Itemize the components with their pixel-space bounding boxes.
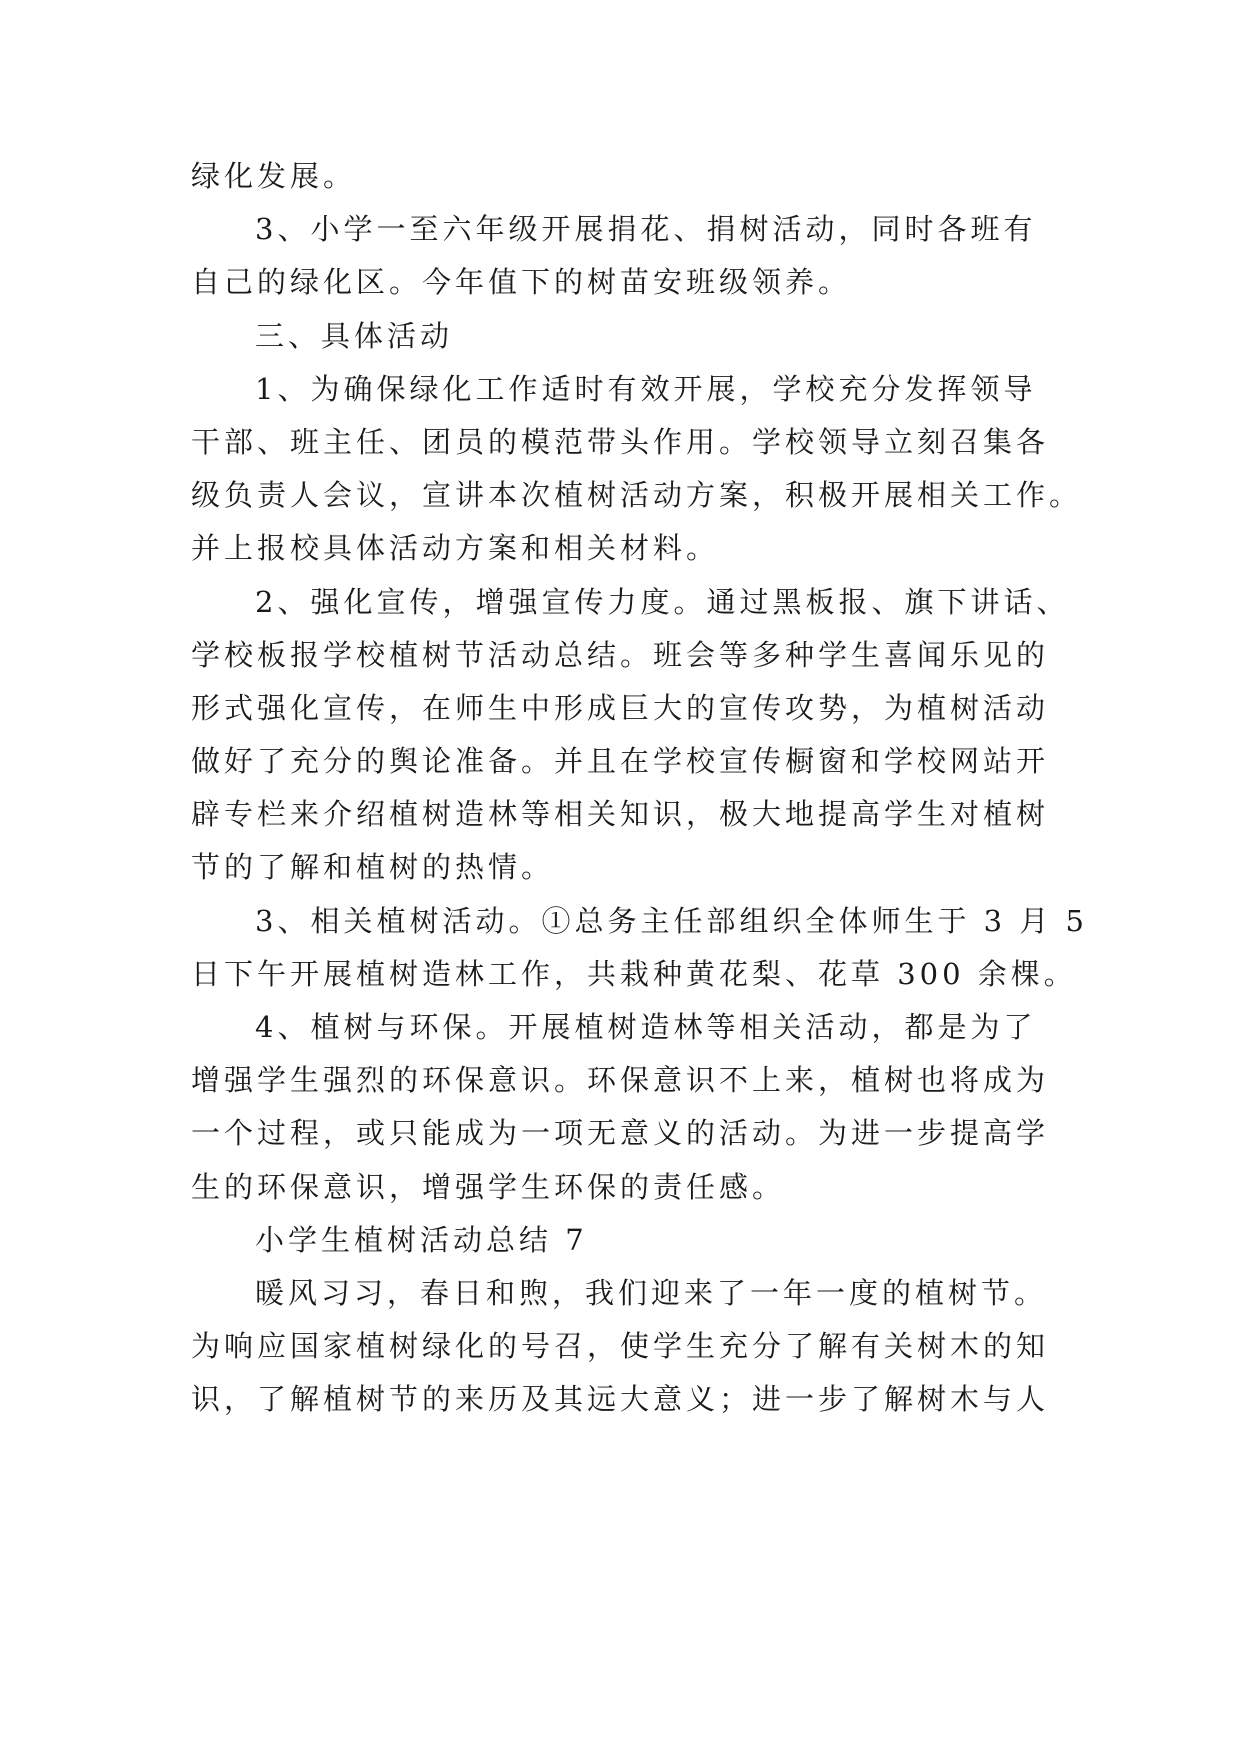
section-heading: 三、具体活动	[255, 318, 454, 353]
text-line: 学校板报学校植树节活动总结。班会等多种学生喜闻乐见的	[191, 637, 1050, 672]
text-line: 一个过程，或只能成为一项无意义的活动。为进一步提高学	[191, 1116, 1050, 1151]
text-line: 做好了充分的舆论准备。并且在学校宣传橱窗和学校网站开	[191, 744, 1050, 779]
text-line: 1、为确保绿化工作适时有效开展，学校充分发挥领导	[255, 371, 1037, 406]
text-line: 辟专栏来介绍植树造林等相关知识，极大地提高学生对植树	[191, 797, 1050, 832]
text-line: 3、相关植树活动。①总务主任部组织全体师生于 3 月 5	[255, 903, 1089, 938]
text-line: 干部、班主任、团员的模范带头作用。学校领导立刻召集各	[191, 424, 1050, 459]
text-line: 增强学生强烈的环保意识。环保意识不上来，植树也将成为	[191, 1063, 1050, 1098]
text-line: 识，了解植树节的来历及其远大意义；进一步了解树木与人	[191, 1382, 1050, 1417]
text-line: 绿化发展。	[191, 159, 357, 193]
text-line: 为响应国家植树绿化的号召，使学生充分了解有关树木的知	[191, 1329, 1050, 1364]
text-line: 并上报校具体活动方案和相关材料。	[191, 531, 720, 566]
text-line: 形式强化宣传，在师生中形成巨大的宣传攻势，为植树活动	[191, 690, 1050, 725]
text-line: 自己的绿化区。今年值下的树苗安班级领养。	[191, 265, 852, 300]
text-line: 生的环保意识，增强学生环保的责任感。	[191, 1169, 786, 1204]
text-line: 暖风习习，春日和煦，我们迎来了一年一度的植树节。	[255, 1275, 1048, 1310]
text-line: 级负责人会议，宣讲本次植树活动方案，积极开展相关工作。	[191, 478, 1083, 513]
text-line: 2、强化宣传，增强宣传力度。通过黑板报、旗下讲话、	[255, 584, 1070, 619]
text-line: 日下午开展植树造林工作，共栽种黄花梨、花草 300 余棵。	[191, 956, 1077, 991]
article-title: 小学生植树活动总结 7	[255, 1222, 588, 1257]
text-line: 3、小学一至六年级开展捐花、捐树活动，同时各班有	[255, 212, 1037, 247]
text-line: 4、植树与环保。开展植树造林等相关活动，都是为了	[255, 1010, 1037, 1044]
document-body	[191, 150, 1089, 1427]
text-line: 节的了解和植树的热情。	[191, 850, 555, 885]
